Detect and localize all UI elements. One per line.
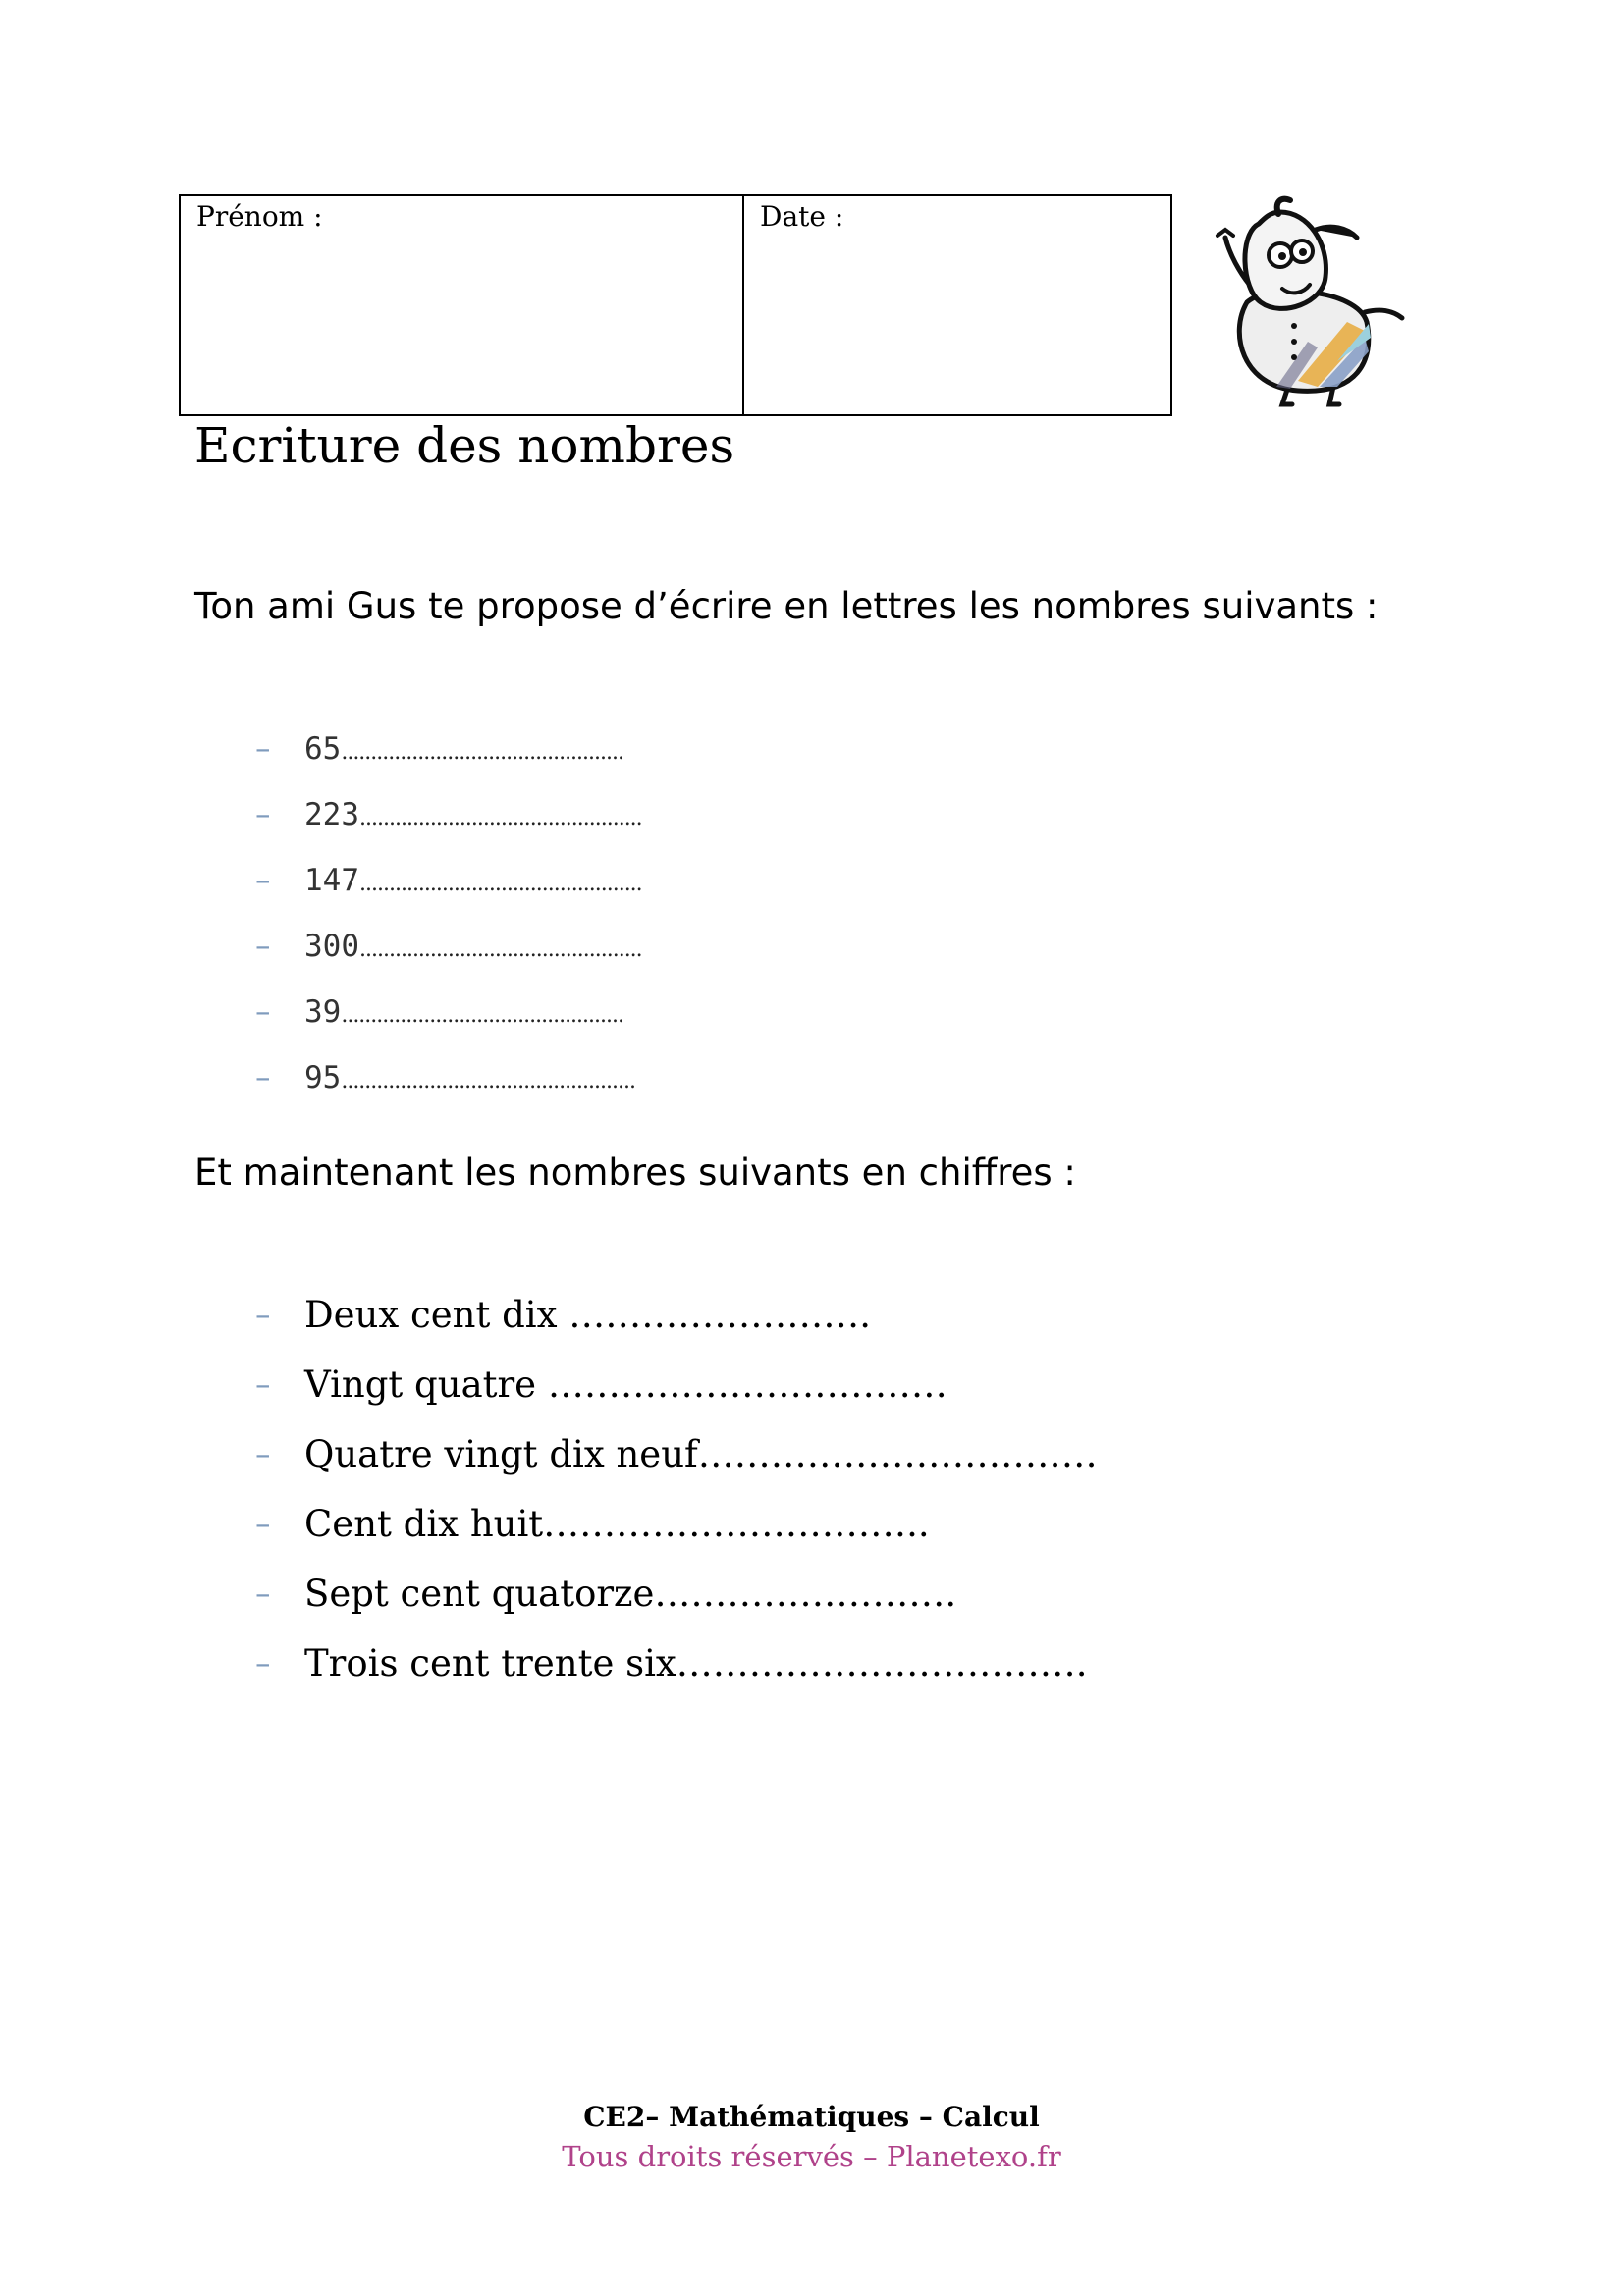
dash-bullet: – xyxy=(255,731,271,767)
word-number-text[interactable]: Deux cent dix ……………………. xyxy=(304,1294,872,1336)
list-item[interactable] xyxy=(255,1294,1098,1363)
date-label: Date : xyxy=(760,200,844,233)
number-value: 65 xyxy=(304,731,342,767)
answer-dots[interactable]: .................................................. xyxy=(341,1069,635,1094)
word-number-text[interactable]: Trois cent trente six……………………………. xyxy=(304,1642,1088,1684)
list-item[interactable] xyxy=(255,797,642,863)
dash-bullet: – xyxy=(255,1367,271,1403)
name-date-table xyxy=(179,194,1172,416)
sheep-mascot-icon xyxy=(1200,194,1412,416)
number-value: 223 xyxy=(304,797,359,832)
answer-dots[interactable]: ................................................ xyxy=(359,937,642,962)
list-item[interactable] xyxy=(255,1503,1098,1573)
dash-bullet: – xyxy=(255,1646,271,1682)
page-title: Ecriture des nombres xyxy=(194,417,735,474)
list-item[interactable] xyxy=(255,731,642,797)
word-number-text[interactable]: Quatre vingt dix neuf…………………………… xyxy=(304,1433,1098,1475)
answer-dots[interactable]: ................................................ xyxy=(359,806,642,830)
dash-bullet: – xyxy=(255,994,271,1030)
word-number-text[interactable]: Cent dix huit………………………….. xyxy=(304,1503,930,1545)
dash-bullet: – xyxy=(255,1507,271,1542)
dash-bullet: – xyxy=(255,929,271,964)
dash-bullet: – xyxy=(255,1060,271,1095)
date-cell[interactable] xyxy=(744,196,1170,414)
instruction-write-in-digits: Et maintenant les nombres suivants en chiffres : xyxy=(194,1151,1076,1194)
number-value: 39 xyxy=(304,994,342,1030)
list-item[interactable] xyxy=(255,994,642,1060)
list-item[interactable] xyxy=(255,929,642,994)
dash-bullet: – xyxy=(255,1298,271,1333)
number-value: 147 xyxy=(304,863,359,898)
number-value: 300 xyxy=(304,929,359,964)
answer-dots[interactable]: ................................................ xyxy=(359,872,642,896)
dash-bullet: – xyxy=(255,1576,271,1612)
list-item[interactable] xyxy=(255,1363,1098,1433)
footer-subject: CE2– Mathématiques – Calcul xyxy=(583,2101,1040,2133)
first-name-label: Prénom : xyxy=(196,200,323,233)
number-value: 95 xyxy=(304,1060,342,1095)
word-number-text[interactable]: Vingt quatre …………………………… xyxy=(304,1363,947,1406)
instruction-write-in-letters: Ton ami Gus te propose d’écrire en lettres les nombres suivants : xyxy=(194,585,1379,627)
answer-dots[interactable]: ................................................ xyxy=(341,740,623,765)
dash-bullet: – xyxy=(255,863,271,898)
first-name-cell[interactable] xyxy=(181,196,744,414)
word-number-text[interactable]: Sept cent quatorze……………………. xyxy=(304,1573,957,1615)
numbers-to-write-list xyxy=(255,731,642,1126)
list-item[interactable] xyxy=(255,1573,1098,1642)
list-item[interactable] xyxy=(255,1060,642,1126)
words-to-write-list xyxy=(255,1294,1098,1712)
list-item[interactable] xyxy=(255,863,642,929)
list-item[interactable] xyxy=(255,1642,1098,1712)
answer-dots[interactable]: ................................................ xyxy=(341,1003,623,1028)
list-item[interactable] xyxy=(255,1433,1098,1503)
dash-bullet: – xyxy=(255,1437,271,1472)
dash-bullet: – xyxy=(255,797,271,832)
footer-copyright-link[interactable]: Tous droits réservés – Planetexo.fr xyxy=(562,2140,1061,2173)
